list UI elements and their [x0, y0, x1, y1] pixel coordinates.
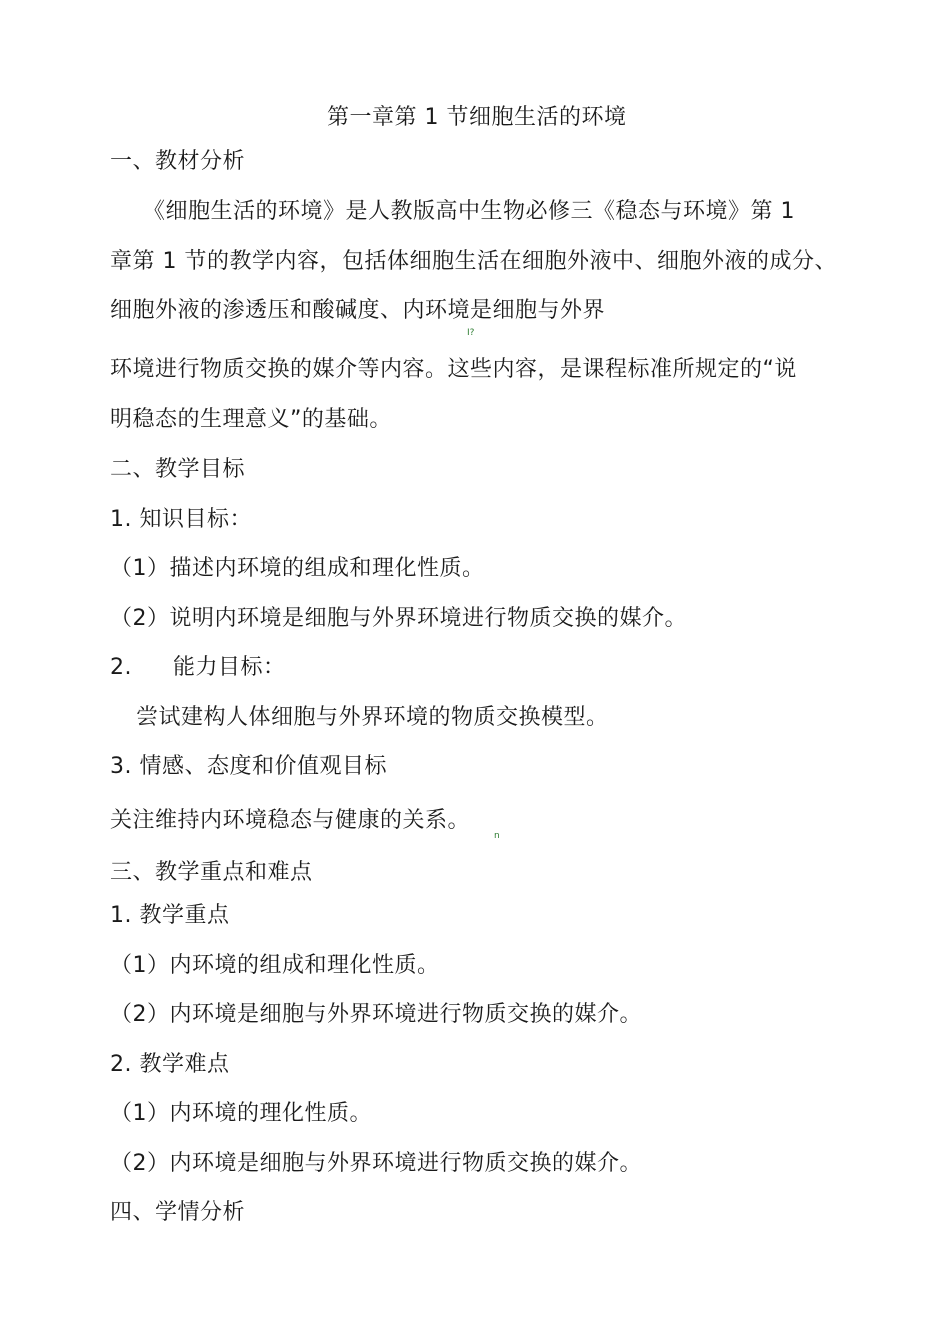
list-item: 2. 教学难点: [110, 1052, 230, 1077]
list-item-label: 能力目标：: [173, 655, 286, 680]
paragraph-line: 细胞外液的渗透压和酸碱度、内环境是细胞与外界: [110, 298, 606, 323]
paragraph-line: 明稳态的生理意义”的基础。: [110, 407, 392, 432]
list-item: 1. 知识目标：: [110, 507, 252, 532]
paragraph-line: 《细胞生活的环境》是人教版高中生物必修三《稳态与环境》第 1: [143, 199, 795, 224]
page-title: 第一章第 1 节细胞生活的环境: [327, 105, 627, 130]
section-heading-3: 三、教学重点和难点: [110, 860, 313, 885]
section-heading-1: 一、教材分析: [110, 149, 246, 174]
sub-list-item: （1）内环境的理化性质。: [110, 1101, 372, 1126]
section-heading-4: 四、学情分析: [110, 1200, 246, 1225]
sub-list-item: （2）内环境是细胞与外界环境进行物质交换的媒介。: [110, 1002, 642, 1027]
section-heading-2: 二、教学目标: [110, 457, 246, 482]
list-item-text: 关注维持内环境稳态与健康的关系。: [110, 808, 471, 833]
paragraph-line: 章第 1 节的教学内容，包括体细胞生活在细胞外液中、细胞外液的成分、: [110, 249, 837, 274]
sub-list-item: （1）描述内环境的组成和理化性质。: [110, 556, 485, 581]
list-item: 3. 情感、态度和价值观目标: [110, 754, 387, 779]
sub-list-item: （1）内环境的组成和理化性质。: [110, 953, 440, 978]
sub-list-item: （2）内环境是细胞与外界环境进行物质交换的媒介。: [110, 1151, 642, 1176]
list-item: 1. 教学重点: [110, 903, 230, 928]
list-item-text: 尝试建构人体细胞与外界环境的物质交换模型。: [136, 705, 609, 730]
stray-mark: I?: [467, 328, 475, 338]
sub-list-item: （2）说明内环境是细胞与外界环境进行物质交换的媒介。: [110, 606, 687, 631]
stray-mark: n: [494, 831, 500, 841]
paragraph-line: 环境进行物质交换的媒介等内容。这些内容，是课程标准所规定的“说: [110, 357, 797, 382]
list-item-number: 2.: [110, 655, 132, 680]
